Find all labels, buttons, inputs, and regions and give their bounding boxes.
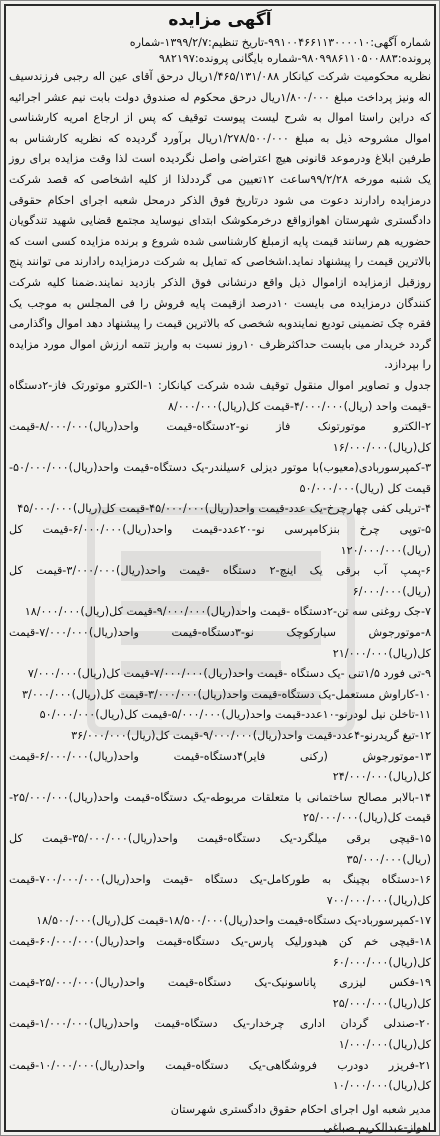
items-intro: جدول و تصاویر اموال منقول توقیف شده شرکت کیانکار: ۱-الکترو موتورتک فاز-۲دستگاه -قیمت واحد (ریال)۴/۰۰۰/۰۰۰-قیمت کل(ریال)۸/۰۰۰/۰۰۰ [9, 378, 432, 413]
signature-line-2: اهواز-عبدالکریم صباغی [323, 1120, 431, 1134]
list-item: ۱۸-قیچی خم کن هیدورلیک پارس-یک دستگاه-قیمت واحد(ریال)۶۰/۰۰۰/۰۰۰-قیمت کل(ریال)۶۰/۰۰۰/۰۰۰ [9, 934, 431, 969]
ad-title: آگهی مزایده [168, 10, 272, 30]
items-list [9, 417, 431, 1097]
list-item: ۱۰-کاراوش مستعمل-یک دستگاه-قیمت واحد(ریال)۳/۰۰۰/۰۰۰-قیمت کل(ریال)۳/۰۰۰/۰۰۰ [22, 687, 431, 701]
list-item: ۷-جک روغنی سه تن-۲دستگاه -قیمت واحد(ریال)۹/۰۰۰/۰۰۰-قیمت کل(ریال)۱۸/۰۰۰/۰۰۰ [24, 605, 431, 619]
ad-meta-line-1: شماره آگهی:۹۹۱۰۰۴۶۶۱۱۳۰۰۰۰۱۰-تاریخ تنظیم:۱۳۹۹/۲/۷-شماره [129, 36, 431, 49]
list-item: ۱۹-فکس لیزری پاناسونیک-یک دستگاه-قیمت واحد(ریال)۲۵/۰۰۰/۰۰۰-قیمت کل(ریال)۲۵/۰۰۰/۰۰۰ [9, 976, 431, 1010]
list-item: ۲۰-صندلی گردان اداری چرخدار-یک دستگاه-قیمت واحد(ریال)۱/۰۰۰/۰۰۰-قیمت کل(ریال)۱/۰۰۰/۰۰۰ [9, 1017, 431, 1051]
list-item: ۸-موتورجوش سیارکوچک نو-۳دستگاه-قیمت واحد(ریال)۷/۰۰۰/۰۰۰-قیمت کل(ریال)۲۱/۰۰۰/۰۰۰ [9, 626, 431, 660]
list-item: ۲۱-فریزر دودرب فروشگاهی-یک دستگاه-قیمت واحد(ریال)۱۰/۰۰۰/۰۰۰-قیمت کل(ریال)۱۰/۰۰۰/۰۰۰ [9, 1058, 431, 1093]
list-item: ۶-پمپ آب برقی یک اینچ-۲ دستگاه -قیمت واحد(ریال)۳/۰۰۰/۰۰۰-قیمت کل (ریال)۶/۰۰۰/۰۰۰ [9, 564, 431, 598]
list-item: ۱۶-دستگاه بچینگ به طورکامل-یک دستگاه -قیمت واحد(ریال)۷۰۰/۰۰۰/۰۰۰-قیمت کل(ریال)۷۰۰/۰۰۰/۰۰۰ [9, 873, 431, 907]
signature-line-1: مدیر شعبه اول اجرای احکام حقوق دادگستری شهرستان [170, 1102, 431, 1116]
ad-body-paragraph: نظریه محکومیت شرکت کیانکار ۱/۴۶۵/۱۳۱/۰۸۸ریال درحق آقای عین اله رجبی فرزندسیف اله ونیز پرداخت مبلغ ۱/۸۰۰/۰۰۰ریال درحق محکوم له صندوق دولت بابت نیم عشر اجرائیه که دراین راستا اموال به شرح لیست پیوست توقیف که پس از ارجاع امریه کارشناسی اموال مشروحه ذیل به مبلغ ۱/۲۷۸/۵۰۰/۰۰۰ریال برآورد گردیده که نظریه کارشناس به طرفین ابلاغ ودرموعد قانونی هیچ اعتراضی واصل نگردیده است لذا وقت مزایده برای روز یک شنبه مورخه ۹۹/۲/۲۸ساعت ۱۲تعیین می گرددلذا از کلیه اشخاصی که قصد شرکت درمزایده رادارند دعوت می شود درتاریخ فوق الذکر درمحل شعبه اجرای احکام حقوقی دادگستری شهرستان اهوازواقع درخرمکوشک ابتدای نیوساید مجتمع قضایی شهید تندگویان حضوریه هم رسانند قیمت پایه ازمبلغ کارشناسی شده شروع و برنده مزایده کسی است که بالاترین قیمت را پیشنهاد نماید.اشخاصی که تمایل به شرکت درمزایده رادارند می توانند پنج روزقبل ازمزایده ازاموال ذیل واقع درنشانی فوق الذکر بازدید نمایند.ضمنا کلیه شرکت کنندگان درمزایده می بایست ۱۰درصد ازقیمت پایه فروش را فی المجلس به موجب یک فقره چک تضمینی تودیع نمایندوبه شخصی که بالاترین قیمت را پیشنهاد دهد اموال واگذارمی گردد خریدار می بایست حداکثرظرف ۱۰روز نسبت به واریز تتمه ارزش اموال مورد مزایده را بپردازد. [9, 70, 432, 372]
list-item: ۱۱-تاخلن نیل لودرنو-۱۰عدد-قیمت واحد(ریال)۵/۰۰۰/۰۰۰-قیمت کل(ریال)۵۰/۰۰۰/۰۰۰ [39, 708, 431, 722]
list-item: ۹-تی فورد ۱/۵تنی -یک دستگاه -قیمت واحد(ریال)۷/۰۰۰/۰۰۰-قیمت کل(ریال)۷/۰۰۰/۰۰۰ [27, 667, 431, 681]
list-item: ۲-الکترو موتورتونک فاز نو-۲دستگاه-قیمت واحد(ریال)۸/۰۰۰/۰۰۰-قیمت کل(ریال)۱۶/۰۰۰/۰۰۰ [9, 420, 431, 454]
list-item: ۵-توپی چرخ بنزکامپرسی نو-۲۰عدد-قیمت واحد(ریال)۶/۰۰۰/۰۰۰-قیمت کل (ریال)۱۲۰/۰۰۰/۰۰۰ [9, 523, 431, 557]
list-item: ۱۵-قیچی برقی میلگرد-یک دستگاه-قیمت واحد(ریال)۳۵/۰۰۰/۰۰۰-قیمت کل (ریال)۳۵/۰۰۰/۰۰۰ [9, 831, 431, 866]
list-item: ۳-کمپرسوربادی(معیوب)با موتور دیزلی ۶سیلندر-یک دستگاه-قیمت واحد(ریال)۵۰/۰۰۰/۰۰۰-قیمت کل (ریال)۵۰/۰۰۰/۰۰۰ [9, 461, 432, 495]
list-item: ۱۷-کمپرسورباد-یک دستگاه-قیمت واحد(ریال)۱۸/۵۰۰/۰۰۰-قیمت کل(ریال)۱۸/۵۰۰/۰۰۰ [36, 914, 431, 928]
ad-content [9, 7, 432, 1134]
signature-block [9, 1101, 431, 1136]
list-item: ۱۴-بالابر مصالح ساختمانی با متعلقات مربوطه-یک دستگاه-قیمت واحد(ریال)۲۵/۰۰۰/۰۰۰-قیمت کل(ریال)۲۵/۰۰۰/۰۰۰ [9, 790, 431, 825]
list-item: ۴-تریلی کفی چهارچرخ-یک عدد-قیمت واحد(ریال)۴۵/۰۰۰/۰۰۰-قیمت کل(ریال)۴۵/۰۰۰/۰۰۰ [17, 502, 431, 516]
list-item: ۱۳-موتورجوش (رکنی فایر)۴دستگاه-قیمت واحد(ریال)۶/۰۰۰/۰۰۰-قیمت کل(ریال)۲۴/۰۰۰/۰۰۰ [9, 749, 431, 784]
list-item: ۱۲-تیغ گریدرنو-۴عدد-قیمت واحد(ریال)۹/۰۰۰/۰۰۰-قیمت کل(ریال)۳۶/۰۰۰/۰۰۰ [71, 729, 431, 742]
ad-meta-line-2: پرونده:۹۸۰۹۹۸۶۱۱۰۵۰۰۸۸۳-شماره بایگانی پرونده:۹۸۲۱۹۷ [158, 52, 431, 65]
